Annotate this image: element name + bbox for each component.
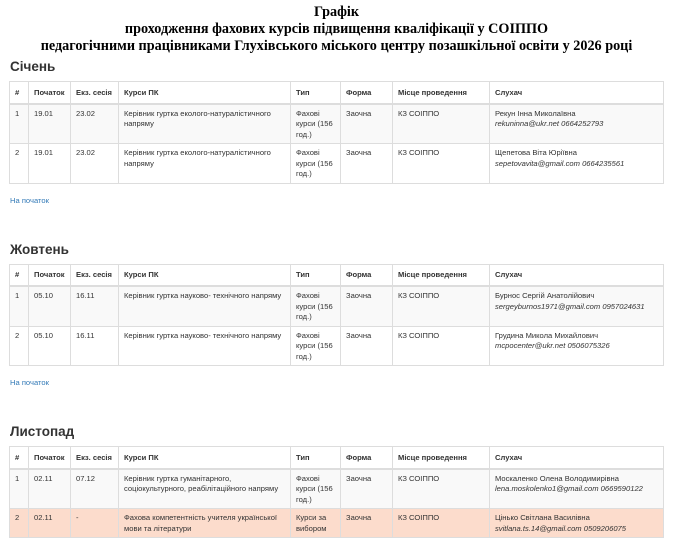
listener-contacts	[495, 159, 658, 170]
courses-table	[9, 264, 664, 367]
title-line-2: проходження фахових курсів підвищення кваліфікації у СОІППО	[124, 21, 549, 37]
cell-listener	[490, 144, 664, 184]
listener-phone: 0506075326	[567, 341, 610, 350]
cell-num: 2	[10, 326, 29, 366]
cell-start: 02.11	[29, 469, 71, 509]
listener-name: Бурнос Сергій Анатолійович	[495, 291, 595, 300]
listener-name: Рекун Інна Миколаївна	[495, 108, 576, 118]
listener-name: Москаленко Олена Володимирівна	[495, 473, 619, 483]
column-header: Екз. сесія	[71, 264, 119, 286]
listener-contacts	[495, 341, 658, 352]
back-to-top-link[interactable]: На початок	[10, 378, 49, 387]
cell-listener	[490, 469, 664, 509]
cell-course: Керівник гуртка еколого-натуралістичного напряму	[119, 104, 291, 144]
column-header: Екз. сесія	[71, 447, 119, 469]
listener-contacts	[495, 524, 658, 535]
column-header: Слухач	[490, 264, 664, 286]
column-header: Форма	[341, 82, 393, 104]
cell-num: 1	[10, 104, 29, 144]
cell-form: Заочна	[341, 144, 393, 184]
column-header: #	[10, 447, 29, 469]
table-row	[10, 509, 664, 538]
listener-email: sepetovavita@gmail.com	[495, 158, 580, 168]
cell-form: Заочна	[341, 104, 393, 144]
section-0	[0, 59, 673, 206]
sections-container	[0, 59, 673, 538]
column-header: Курси ПК	[119, 264, 291, 286]
column-header: Слухач	[490, 82, 664, 104]
cell-place: КЗ СОІППО	[393, 469, 490, 509]
courses-table	[9, 81, 664, 184]
cell-place: КЗ СОІППО	[393, 104, 490, 144]
cell-exam: 07.12	[71, 469, 119, 509]
table-row	[10, 326, 664, 366]
column-header: Курси ПК	[119, 447, 291, 469]
cell-course: Керівник гуртка науково- технічного напряму	[119, 286, 291, 326]
cell-form: Заочна	[341, 509, 393, 538]
title-line-1: Графік	[313, 4, 360, 20]
section-1	[0, 242, 673, 389]
cell-type: Фахові курси (156 год.)	[291, 144, 341, 184]
cell-form: Заочна	[341, 286, 393, 326]
section-title: Жовтень	[10, 241, 69, 257]
cell-start: 05.10	[29, 286, 71, 326]
listener-phone: 0664235561	[582, 158, 625, 168]
cell-listener	[490, 509, 664, 538]
listener-contacts	[495, 302, 658, 313]
courses-table	[9, 446, 664, 538]
cell-form: Заочна	[341, 326, 393, 366]
cell-exam: 23.02	[71, 104, 119, 144]
listener-name: Грудина Микола Михайлович	[495, 330, 599, 340]
cell-listener	[490, 286, 664, 326]
table-row	[10, 286, 664, 326]
column-header: Тип	[291, 447, 341, 469]
column-header: Курси ПК	[119, 82, 291, 104]
listener-name: Щепетова Віта Юріївна	[495, 148, 577, 157]
cell-start: 19.01	[29, 144, 71, 184]
cell-course: Керівник гуртка еколого-натуралістичного напряму	[119, 144, 291, 184]
column-header: Початок	[29, 447, 71, 469]
cell-type: Фахові курси (156 год.)	[291, 469, 341, 509]
listener-phone: 0669590122	[600, 484, 643, 493]
column-header: #	[10, 264, 29, 286]
listener-email: lena.moskolenko1@gmail.com	[495, 484, 599, 493]
listener-phone: 0509206075	[583, 523, 626, 533]
cell-start: 19.01	[29, 104, 71, 144]
section-2	[0, 424, 673, 538]
cell-course: Фахова компетентність учителя української мови та літератури	[119, 509, 291, 538]
table-header-row	[10, 447, 664, 469]
listener-contacts	[495, 484, 658, 495]
listener-phone: 0664252793	[561, 119, 604, 128]
column-header: Тип	[291, 82, 341, 104]
cell-course: Керівник гуртка гуманітарного, соціокультурного, реабілітаційного напряму	[119, 469, 291, 509]
table-header-row	[10, 264, 664, 286]
cell-listener	[490, 104, 664, 144]
page-title	[0, 4, 673, 55]
table-row	[10, 144, 664, 184]
cell-place: КЗ СОІППО	[393, 144, 490, 184]
column-header: Слухач	[490, 447, 664, 469]
cell-place: КЗ СОІППО	[393, 326, 490, 366]
cell-exam: 16.11	[71, 326, 119, 366]
section-title: Листопад	[10, 424, 75, 439]
cell-form: Заочна	[341, 469, 393, 509]
column-header: Форма	[341, 264, 393, 286]
cell-exam: -	[71, 509, 119, 538]
column-header: Місце проведення	[393, 264, 490, 286]
back-to-top-link[interactable]: На початок	[10, 195, 49, 205]
listener-name: Цінько Світлана Василівна	[495, 513, 590, 522]
section-title: Січень	[10, 59, 56, 74]
cell-start: 05.10	[29, 326, 71, 366]
listener-email: mcpocenter@ukr.net	[495, 341, 566, 350]
column-header: Початок	[29, 264, 71, 286]
column-header: Місце проведення	[393, 82, 490, 104]
cell-course: Керівник гуртка науково- технічного напряму	[119, 326, 291, 366]
column-header: Тип	[291, 264, 341, 286]
title-line-3: педагогічними працівниками Глухівського міського центру позашкільної освіти у 2026 році	[40, 38, 633, 54]
cell-type: Фахові курси (156 год.)	[291, 326, 341, 366]
table-row	[10, 104, 664, 144]
cell-num: 1	[10, 286, 29, 326]
cell-type: Фахові курси (156 год.)	[291, 286, 341, 326]
column-header: Екз. сесія	[71, 82, 119, 104]
cell-exam: 23.02	[71, 144, 119, 184]
listener-email: svitlana.ts.14@gmail.com	[495, 523, 582, 533]
cell-place: КЗ СОІППО	[393, 286, 490, 326]
column-header: Початок	[29, 82, 71, 104]
cell-exam: 16.11	[71, 286, 119, 326]
listener-email: rekuninna@ukr.net	[495, 119, 559, 128]
listener-contacts	[495, 119, 658, 130]
table-header-row	[10, 82, 664, 104]
listener-phone: 0957024631	[602, 301, 645, 311]
column-header: Місце проведення	[393, 447, 490, 469]
cell-num: 2	[10, 144, 29, 184]
cell-num: 2	[10, 509, 29, 538]
column-header: Форма	[341, 447, 393, 469]
listener-email: sergeyburnos1971@gmail.com	[495, 301, 601, 311]
column-header: #	[10, 82, 29, 104]
cell-place: КЗ СОІППО	[393, 509, 490, 538]
cell-type: Фахові курси (156 год.)	[291, 104, 341, 144]
cell-num: 1	[10, 469, 29, 509]
cell-start: 02.11	[29, 509, 71, 538]
cell-type: Курси за вибором	[291, 509, 341, 538]
table-row	[10, 469, 664, 509]
cell-listener	[490, 326, 664, 366]
